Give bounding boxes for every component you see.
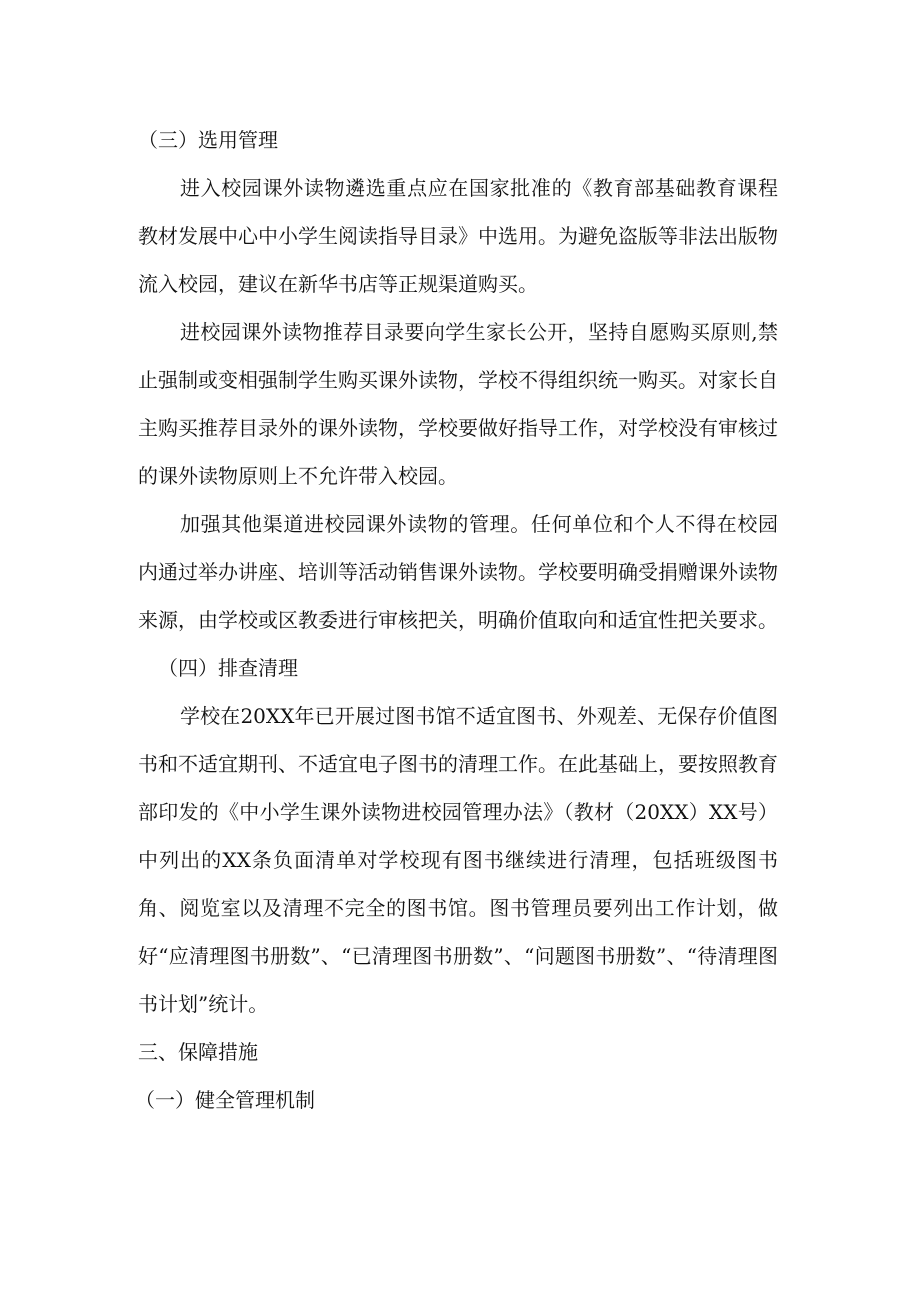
document-body <box>135 116 778 1124</box>
section-heading-inspection-cleanup: （四）排查清理 <box>158 656 298 680</box>
paragraph-recommended-list: 进校园课外读物推荐目录要向学生家长公开，坚持自愿购买原则,禁止强制或变相强制学生购买课外读物，学校不得组织统一购买。对家长自主购买推荐目录外的课外读物，学校要做好指导工作，对学校没有审核过的课外读物原则上不允许带入校园。 <box>138 320 778 488</box>
paragraph-selection-source: 进入校园课外读物遴选重点应在国家批准的《教育部基础教育课程教材发展中心中小学生阅读指导目录》中选用。为避免盗版等非法出版物流入校园，建议在新华书店等正规渠道购买。 <box>138 176 778 296</box>
paragraph-other-channels: 加强其他渠道进校园课外读物的管理。任何单位和个人不得在校园内通过举办讲座、培训等活动销售课外读物。学校要明确受捐赠课外读物来源，由学校或区教委进行审核把关，明确价值取向和适宜性把关要求。 <box>138 512 778 632</box>
section-heading-selection-management: （三）选用管理 <box>138 128 278 152</box>
paragraph-cleanup-work: 学校在20XX年已开展过图书馆不适宜图书、外观差、无保存价值图书和不适宜期刊、不适宜电子图书的清理工作。在此基础上，要按照教育部印发的《中小学生课外读物进校园管理办法》（教材（20XX）XX号）中列出的XX条负面清单对学校现有图书继续进行清理，包括班级图书角、阅览室以及清理不完全的图书馆。图书管理员要列出工作计划，做好“应清理图书册数”、“已清理图书册数”、“问题图书册数”、“待清理图书计划”统计。 <box>138 704 778 1016</box>
section-heading-management-mechanism: （一）健全管理机制 <box>135 1088 315 1112</box>
section-heading-safeguard-measures: 三、保障措施 <box>138 1040 258 1064</box>
